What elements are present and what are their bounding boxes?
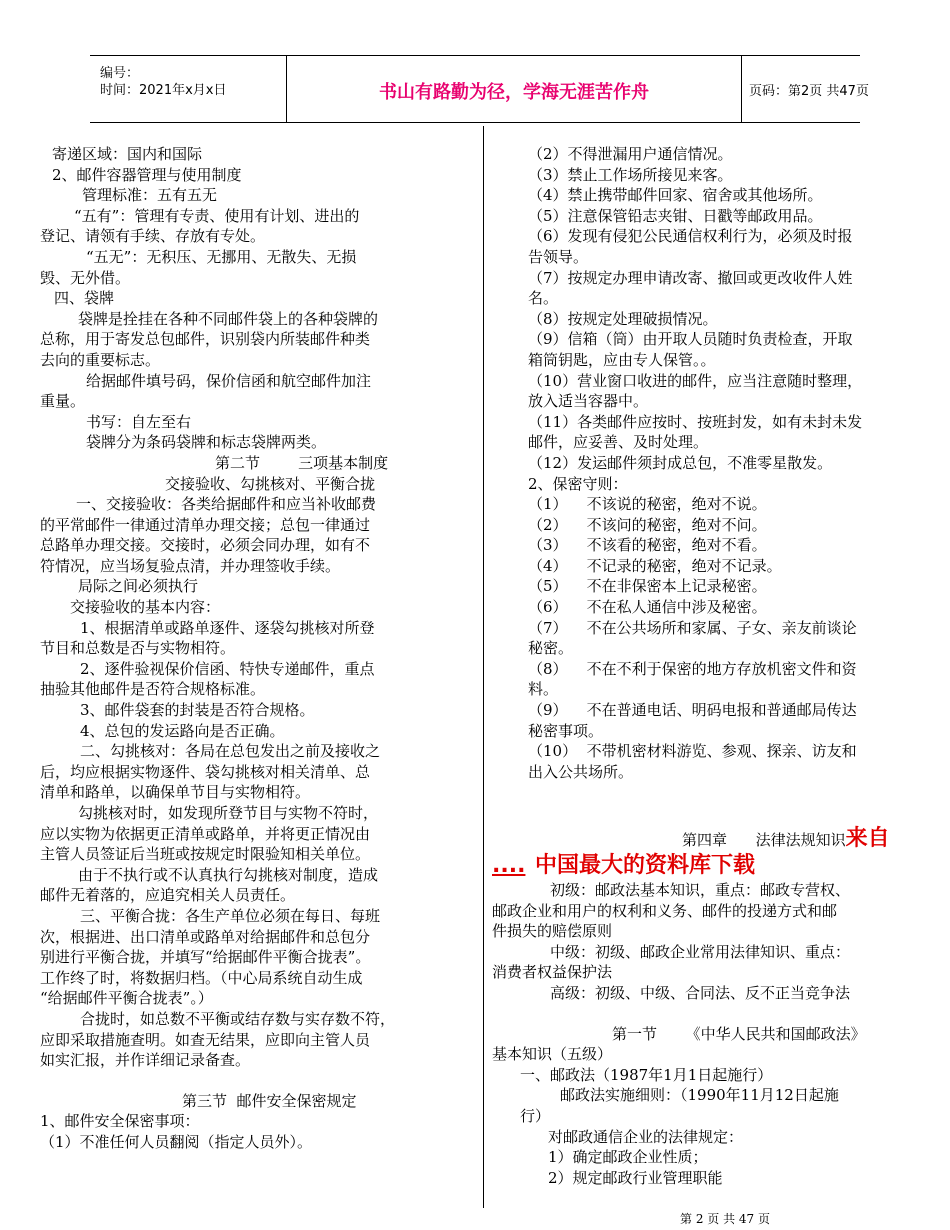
header-meta-cell xyxy=(90,56,286,122)
text-line: 邮件，应妥善、及时处理。 xyxy=(528,433,709,452)
header-page-cell xyxy=(741,56,869,122)
text-line: 二、勾挑核对：各局在总包发出之前及接收之 xyxy=(80,742,381,761)
text-line: 合拢时，如总数不平衡或结存数与实存数不符， xyxy=(80,1009,396,1028)
text-line: 的平常邮件一律通过清单办理交接；总包一律通过 xyxy=(40,515,371,534)
page-footer: 第 2 页 共 47 页 xyxy=(680,1212,770,1226)
section-subheading: 交接验收、勾挑核对、平衡合拢 xyxy=(165,474,376,493)
column-divider xyxy=(483,126,484,1208)
text-line: 由于不执行或不认真执行勾挑核对制度，造成 xyxy=(78,865,379,884)
text-line: （7） 不在公共场所和家属、子女、亲友前谈论 xyxy=(528,618,857,637)
text-line: 勾挑核对时，如发现所登节目与实物不符时， xyxy=(78,804,379,822)
text-line: （10）营业窗口收进的邮件，应当注意随时整理， xyxy=(528,371,863,390)
text-line: 2、邮件容器管理与使用制度 xyxy=(52,165,242,184)
header-page-info: 页码：第2页 共47页 xyxy=(749,84,869,99)
text-line: 3、邮件袋套的封装是否符合规格。 xyxy=(80,701,315,720)
chapter-heading xyxy=(492,826,937,853)
text-line: 别进行平衡合拢，并填写“给据邮件平衡合拢表”。 xyxy=(40,948,371,967)
text-line: 主管人员签证后当班或按规定时限验知相关单位。 xyxy=(40,845,371,864)
text-line: 如实汇报，并作详细记录备查。 xyxy=(40,1051,251,1070)
text-line: 总称，用于寄发总包邮件，识别袋内所装邮件种类 xyxy=(40,330,371,349)
text-line: （3） 不该看的秘密，绝对不看。 xyxy=(528,536,767,555)
text-line: 料。 xyxy=(528,680,559,699)
text-line: （10） 不带机密材料游览、参观、探亲、访友和 xyxy=(528,742,857,761)
text-line: 寄递区域：国内和国际 xyxy=(52,145,203,163)
text-line: 邮件无着落的，应追究相关人员责任。 xyxy=(40,886,296,905)
text-line: （9）信箱（筒）由开取人员随时负责检查，开取 xyxy=(528,330,853,349)
text-line: 名。 xyxy=(528,289,559,308)
text-line: 清单和路单，以确保单节目与实物相符。 xyxy=(40,783,311,802)
text-line: 1、根据清单或路单逐件、逐袋勾挑核对所登 xyxy=(80,618,375,637)
right-lower-column xyxy=(492,826,937,1188)
text-line: 书写：自左至右 xyxy=(86,412,192,431)
chapter-title: 第四章 法律法规知识 xyxy=(682,831,846,849)
text-line: 重量。 xyxy=(40,392,86,411)
text-line: 1）确定邮政企业性质； xyxy=(548,1148,708,1167)
text-line: （3）禁止工作场所接见来客。 xyxy=(528,165,733,184)
section-heading: 第三节 邮件安全保密规定 xyxy=(182,1091,357,1110)
text-line: 工作终了时，将数据归档。（中心局系统自动生成 xyxy=(40,968,363,987)
text-line: （4） 不记录的秘密，绝对不记录。 xyxy=(528,556,782,575)
text-line: （2）不得泄漏用户通信情况。 xyxy=(528,145,733,163)
text-line: 邮政法实施细则：（1990年11月12日起施 xyxy=(560,1086,839,1105)
text-line: “给据邮件平衡合拢表”。） xyxy=(40,989,213,1008)
text-line: 交接验收的基本内容： xyxy=(70,598,221,617)
text-line: 出入公共场所。 xyxy=(528,762,634,781)
text-line: （5） 不在非保密本上记录秘密。 xyxy=(528,577,767,596)
text-line: 符情况，应当场复验点清，并办理签收手续。 xyxy=(40,556,341,575)
ad-line xyxy=(492,853,937,880)
text-line: 一、邮政法（1987年1月1日起施行） xyxy=(520,1065,773,1084)
page-header xyxy=(90,55,869,123)
section-heading: 第二节 三项基本制度 xyxy=(215,453,389,472)
text-line: “五有”：管理有专责、使用有计划、进出的 xyxy=(74,206,360,225)
text-line: 中级：初级、邮政企业常用法律知识、重点： xyxy=(550,942,851,961)
text-line: 三、平衡合拢：各生产单位必须在每日、每班 xyxy=(80,906,381,925)
text-line: 消费者权益保护法 xyxy=(492,963,613,982)
text-line: 局际之间必须执行 xyxy=(78,577,199,596)
doc-id-label: 编号： xyxy=(100,66,140,81)
text-line: （2） 不该问的秘密，绝对不问。 xyxy=(528,515,767,534)
text-line: 应即采取措施查明。如查无结果，应即向主管人员 xyxy=(40,1030,371,1049)
text-line: 基本知识（五级） xyxy=(492,1045,613,1064)
text-line: （7）按规定办理申请改寄、撤回或更改收件人姓 xyxy=(528,268,853,287)
text-line: （5）注意保管铅志夹钳、日戳等邮政用品。 xyxy=(528,206,823,225)
text-line: 秘密。 xyxy=(528,639,574,658)
text-line: 放入适当容器中。 xyxy=(528,392,649,411)
text-line: 2、逐件验视保价信函、特快专递邮件，重点 xyxy=(80,659,375,678)
spacer xyxy=(40,1071,470,1091)
text-line: 应以实物为依据更正清单或路单，并将更正情况由 xyxy=(40,824,371,843)
text-line: （12）发运邮件须封成总包，不准零星散发。 xyxy=(528,453,833,472)
text-line: 袋牌分为条码袋牌和标志袋牌两类。 xyxy=(86,433,327,452)
text-line: 2、保密守则： xyxy=(528,474,628,493)
text-line: 告领导。 xyxy=(528,247,589,266)
text-line: 高级：初级、中级、合同法、反不正当竞争法 xyxy=(550,983,851,1002)
right-column xyxy=(492,144,937,782)
text-line: 毁、无外借。 xyxy=(40,268,131,287)
header-slogan: 书山有路勤为径，学海无涯苦作舟 xyxy=(379,82,649,103)
text-line: 节目和总数是否与实物相符。 xyxy=(40,639,236,658)
text-line: 初级：邮政法基本知识，重点：邮政专营权、 xyxy=(550,881,851,899)
text-line: （1） 不该说的秘密，绝对不说。 xyxy=(528,495,767,514)
text-line: 一、交接验收：各类给据邮件和应当补收邮费 xyxy=(76,495,377,514)
text-line: 邮政企业和用户的权利和义务、邮件的投递方式和邮 xyxy=(492,901,838,920)
text-line: 袋牌是拴挂在各种不同邮件袋上的各种袋牌的 xyxy=(78,309,379,328)
text-line: 抽验其他邮件是否符合规格标准。 xyxy=(40,680,266,699)
text-line: 1、邮件安全保密事项： xyxy=(40,1112,200,1131)
ad-dots: .... xyxy=(492,853,526,878)
text-line: 去向的重要标志。 xyxy=(40,350,161,369)
text-line: 管理标准：五有五无 xyxy=(82,186,218,205)
text-line: 秘密事项。 xyxy=(528,721,604,740)
left-column xyxy=(40,144,470,1153)
text-line: （8）按规定处理破损情况。 xyxy=(528,309,718,328)
text-line: （4）禁止携带邮件回家、宿舍或其他场所。 xyxy=(528,186,823,205)
text-line: 总路单办理交接。交接时，必须会同办理，如有不 xyxy=(40,536,371,555)
text-line: （1）不准任何人员翻阅（指定人员外）。 xyxy=(40,1132,313,1151)
text-line: 给据邮件填号码，保价信函和航空邮件加注 xyxy=(86,371,372,390)
text-line: 2）规定邮政行业管理职能 xyxy=(548,1168,723,1187)
text-line: 行） xyxy=(520,1106,551,1125)
ad-text-part1: 来自 xyxy=(845,826,890,851)
text-line: 后，均应根据实物逐件、袋勾挑核对相关清单、总 xyxy=(40,762,371,781)
text-line: （11）各类邮件应按时、按班封发，如有未封未发 xyxy=(528,412,863,431)
text-line: 次，根据进、出口清单或路单对给据邮件和总包分 xyxy=(40,927,371,946)
section-heading: 第一节 《中华人民共和国邮政法》 xyxy=(612,1024,866,1043)
text-line: （6）发现有侵犯公民通信权利行为，必须及时报 xyxy=(528,227,853,246)
text-line: 箱筒钥匙，应由专人保管。。 xyxy=(528,350,716,369)
text-line: 4、总包的发运路向是否正确。 xyxy=(80,721,285,740)
spacer xyxy=(492,1004,937,1024)
text-line: “五无”：无积压、无挪用、无散失、无损 xyxy=(86,247,357,266)
doc-time-label: 时间：2021年x月x日 xyxy=(100,83,227,98)
text-line: （6） 不在私人通信中涉及秘密。 xyxy=(528,598,767,617)
text-line: （9） 不在普通电话、明码电报和普通邮局传达 xyxy=(528,701,857,720)
text-line: 登记、请领有手续、存放有专处。 xyxy=(40,227,266,246)
section-heading: 四、袋牌 xyxy=(54,289,115,308)
header-slogan-cell xyxy=(286,56,742,122)
text-line: （8） 不在不利于保密的地方存放机密文件和资 xyxy=(528,659,857,678)
ad-text-part2: 中国最大的资料库下载 xyxy=(534,853,755,878)
text-line: 对邮政通信企业的法律规定： xyxy=(548,1127,744,1146)
text-line: 件损失的赔偿原则 xyxy=(492,922,613,941)
